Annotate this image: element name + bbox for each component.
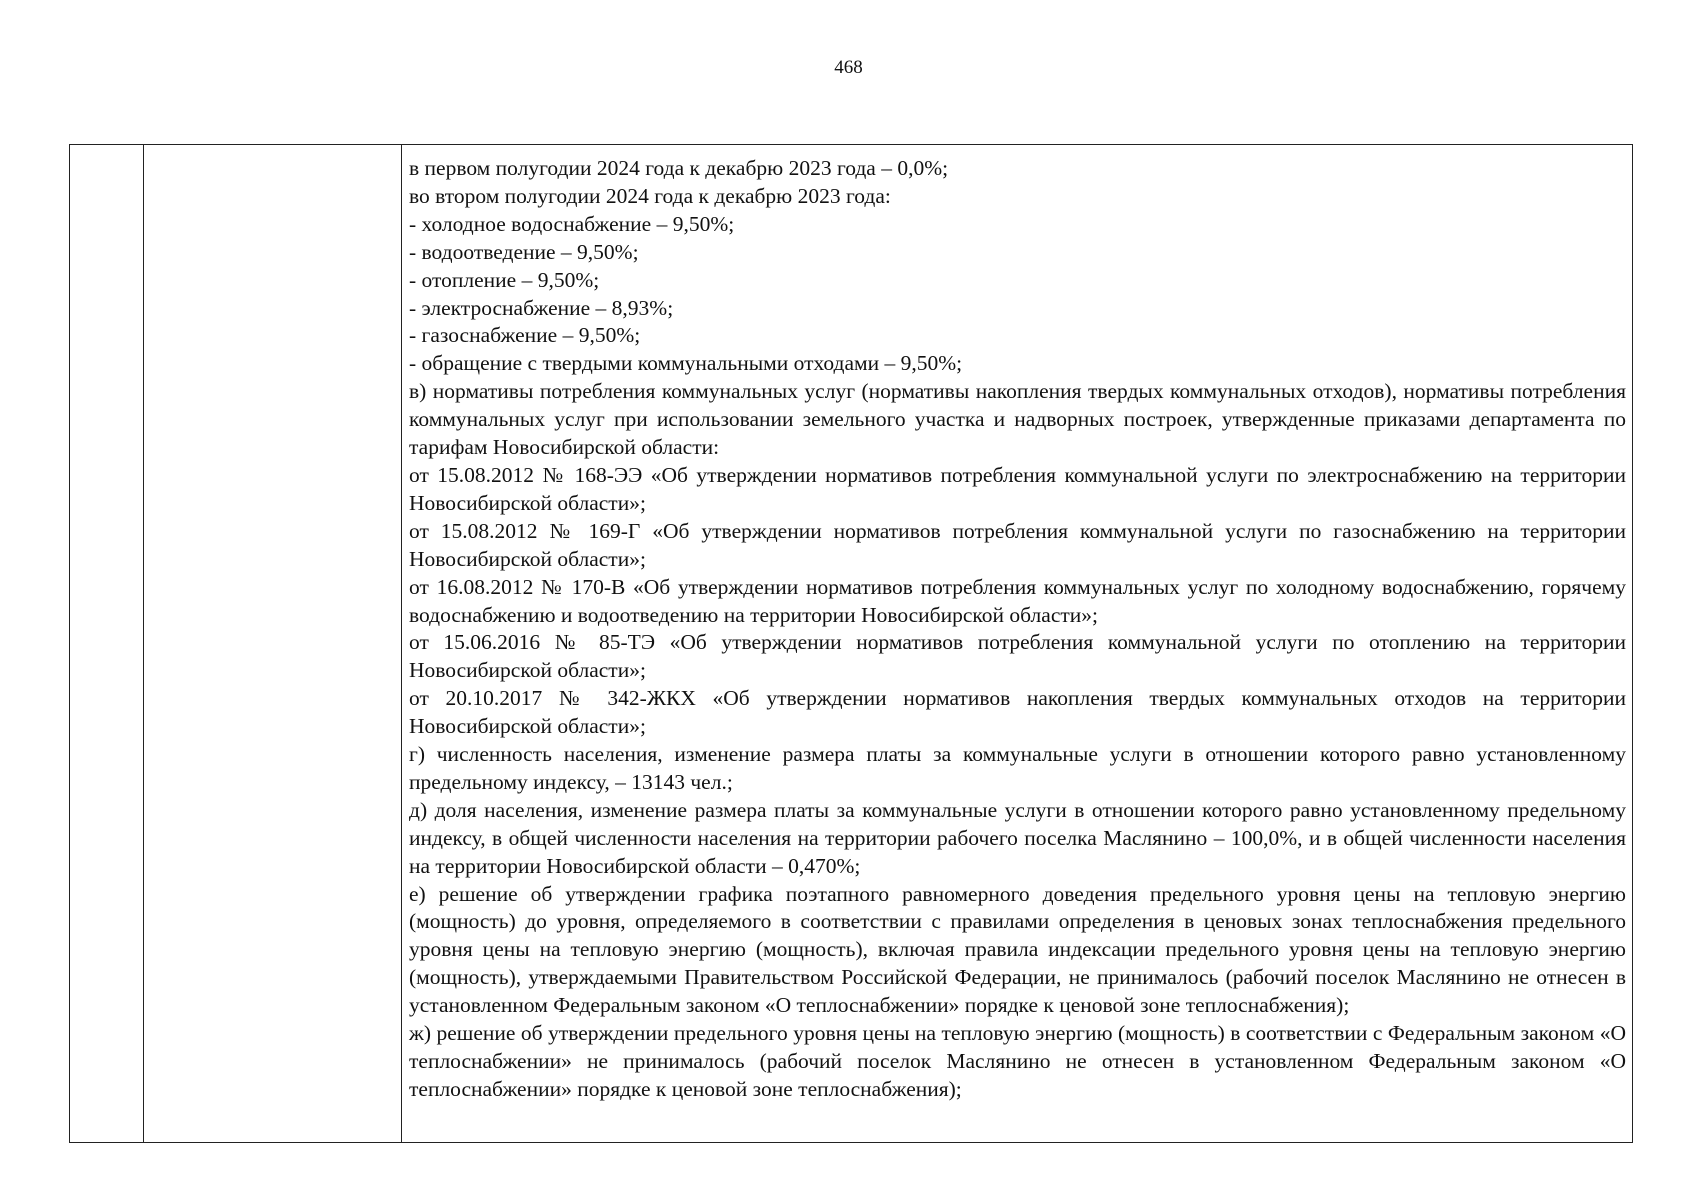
order-168-ee: от 15.08.2012 № 168-ЭЭ «Об утверждении нормативов потребления коммунальной услуги по электроснабжению на территории Новосибирской области»; [409, 462, 1626, 515]
list-item: - электроснабжение – 8,93%; [409, 295, 674, 320]
table-row [70, 145, 1633, 1143]
table-cell-content [402, 145, 1633, 1143]
paragraph-d: д) доля населения, изменение размера платы за коммунальные услуги в отношении которого равно установленному предельному индексу, в общей численности населения на территории рабочего поселка Маслянино – 100,0%, и в общей численности населения на территории Новосибирской области – 0,470%; [409, 797, 1626, 878]
order-342-zhkkh: от 20.10.2017 № 342-ЖКХ «Об утверждении нормативов накопления твердых коммунальных отходов на территории Новосибирской области»; [409, 686, 1626, 739]
document-table [69, 144, 1633, 1143]
list-item: - водоотведение – 9,50%; [409, 239, 639, 264]
list-item: - обращение с твердыми коммунальными отходами – 9,50%; [409, 351, 963, 376]
paragraph-zh: ж) решение об утверждении предельного уровня цены на тепловую энергию (мощность) в соответствии с Федеральным законом «О теплоснабжении» не принималось (рабочий поселок Маслянино не отнесен в установленном Федеральным законом «О теплоснабжении» порядке к ценовой зоне теплоснабжения); [409, 1021, 1626, 1101]
order-170-v: от 16.08.2012 № 170-В «Об утверждении нормативов потребления коммунальных услуг по холодному водоснабжению, горячему водоснабжению и водоотведению на территории Новосибирской области»; [409, 574, 1626, 627]
table-cell-label [144, 145, 402, 1143]
text-line: в первом полугодии 2024 года к декабрю 2023 года – 0,0%; [409, 156, 949, 180]
page-number: 468 [834, 57, 863, 78]
list-item: - отопление – 9,50%; [409, 267, 600, 292]
order-85-te: от 15.06.2016 № 85-ТЭ «Об утверждении нормативов потребления коммунальной услуги по отоплению на территории Новосибирской области»; [409, 630, 1626, 683]
table-cell-number [70, 145, 144, 1143]
paragraph-g: г) численность населения, изменение размера платы за коммунальные услуги в отношении которого равно установленному предельному индексу, – 13143 чел.; [409, 742, 1626, 794]
paragraph-v: в) нормативы потребления коммунальных услуг (нормативы накопления твердых коммунальных отходов), нормативы потребления коммунальных услуг при использовании земельного участка и надворных построек, утвержденные приказами департамента по тарифам Новосибирской области: [409, 379, 1626, 460]
paragraph-e: е) решение об утверждении графика поэтапного равномерного доведения предельного уровня цены на тепловую энергию (мощность) до уровня, определяемого в соответствии с правилами определения в ценовых зонах теплоснабжения предельного уровня цены на тепловую энергию (мощность), включая правила индексации предельного уровня цены на тепловую энергию (мощность), утверждаемыми Правительством Российской Федерации, не принималось (рабочий поселок Маслянино не отнесен в установленном Федеральным законом «О теплоснабжении» порядке к ценовой зоне теплоснабжения); [409, 881, 1626, 1018]
text-line: во втором полугодии 2024 года к декабрю 2023 года: [409, 183, 891, 208]
list-item: - холодное водоснабжение – 9,50%; [409, 211, 735, 236]
order-169-g: от 15.08.2012 № 169-Г «Об утверждении нормативов потребления коммунальной услуги по газоснабжению на территории Новосибирской области»; [409, 518, 1626, 571]
list-item: - газоснабжение – 9,50%; [409, 323, 641, 348]
